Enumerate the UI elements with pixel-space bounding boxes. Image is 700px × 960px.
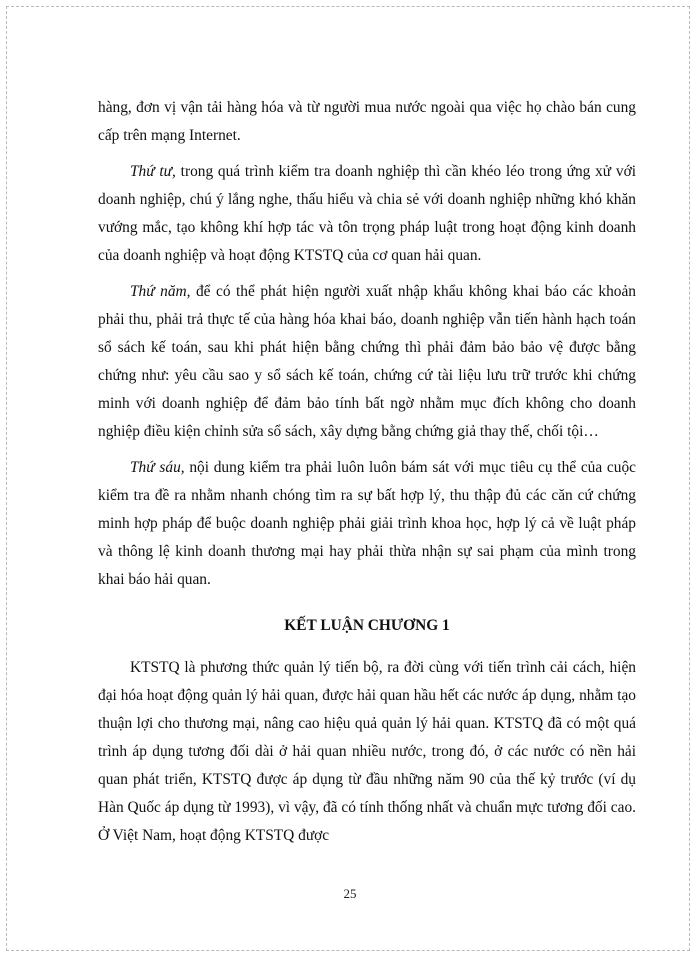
page-number: 25 — [343, 886, 357, 901]
chapter-conclusion-heading: KẾT LUẬN CHƯƠNG 1 — [284, 617, 450, 634]
paragraph-conclusion — [98, 654, 636, 850]
paragraph-text: trong quá trình kiểm tra doanh nghiệp thì cần khéo léo trong ứng xử với doanh nghiệp, chú ý lắng nghe, thấu hiểu và chia sẻ với doanh nghiệp những khó khăn vướng mắc, tạo không khí hợp tác và tôn trọng pháp luật trong hoạt động kinh doanh của doanh nghiệp và hoạt động KTSTQ của cơ quan hải quan. — [98, 163, 636, 264]
paragraph-thu-tu — [98, 158, 636, 270]
paragraph-text: để có thể phát hiện người xuất nhập khẩu không khai báo các khoản phải thu, phải trả thực tế của hàng hóa khai báo, doanh nghiệp vẫn tiến hành hạch toán sổ sách kế toán, sau khi phát hiện bằng chứng thì phải đảm bảo bảo vệ được bằng chứng như: yêu cầu sao y sổ sách kế toán, chứng cứ tài liệu lưu trữ trước khi chứng minh với doanh nghiệp để đảm bảo tính bất ngờ nhằm mục đích không cho doanh nghiệp điều kiện chỉnh sửa sổ sách, xây dựng bằng chứng giả thay thế, chối tội… — [98, 283, 636, 440]
paragraph-lead: Thứ sáu, — [130, 459, 185, 476]
paragraph-text: hàng, đơn vị vận tải hàng hóa và từ người mua nước ngoài qua việc họ chào bán cung cấp trên mạng Internet. — [98, 99, 636, 144]
paragraph-text: nội dung kiểm tra phải luôn luôn bám sát với mục tiêu cụ thể của cuộc kiểm tra đề ra nhằm nhanh chóng tìm ra sự bất hợp lý, thu thập đủ các căn cứ chứng minh hợp pháp để buộc doanh nghiệp phải giải trình khoa học, hợp lý cả về luật pháp và thông lệ kinh doanh thương mại hay phải thừa nhận sự sai phạm của mình trong khai báo hải quan. — [98, 459, 636, 588]
paragraph-lead: Thứ năm, — [130, 283, 191, 300]
paragraph-continuation — [98, 94, 636, 150]
paragraph-thu-nam — [98, 278, 636, 446]
paragraph-lead: Thứ tư, — [130, 163, 176, 180]
page-content — [98, 94, 636, 858]
paragraph-thu-sau — [98, 454, 636, 594]
paragraph-text: KTSTQ là phương thức quản lý tiến bộ, ra đời cùng với tiến trình cải cách, hiện đại hóa hoạt động quản lý hải quan, được hải quan hầu hết các nước áp dụng, nhằm tạo thuận lợi cho thương mại, nâng cao hiệu quả quản lý hải quan. KTSTQ đã có một quá trình áp dụng tương đối dài ở hải quan nhiều nước, trong đó, ở các nước có nền hải quan phát triển, KTSTQ được áp dụng từ đầu những năm 90 của thế kỷ trước (ví dụ Hàn Quốc áp dụng từ 1993), vì vậy, đã có tính thống nhất và chuẩn mực tương đối cao. Ở Việt Nam, hoạt động KTSTQ được — [98, 659, 636, 844]
